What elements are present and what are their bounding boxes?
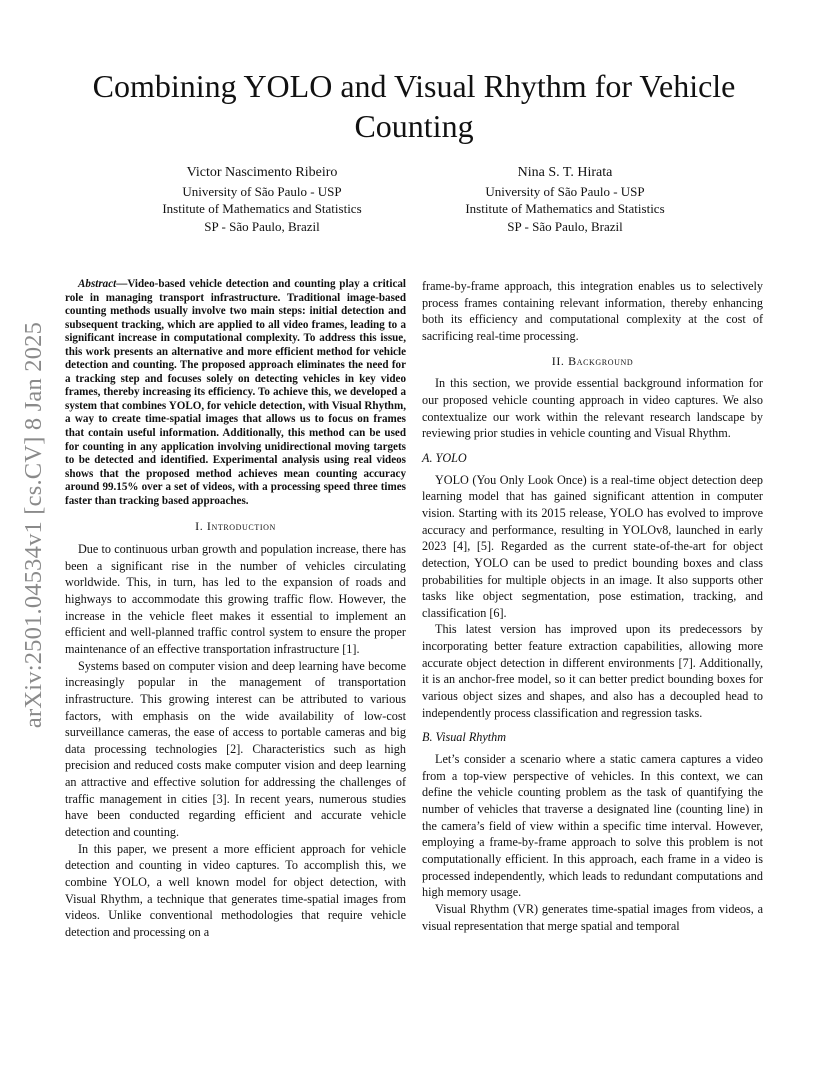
author-affiliation: Institute of Mathematics and Statistics (162, 201, 362, 216)
author-block (405, 164, 725, 235)
section-heading-background: II. Background (551, 353, 634, 368)
paragraph: YOLO (You Only Look Once) is a real-time object detection deep learning model that has gained significant attention in computer vision. Starting with its 2015 release, YOLO has evolved to improve accuracy and performance, resulting in YOLOv8, launched in early 2023 [4], [5]. Regarded as the current state-of-the-art for object detection, YOLO can be used to predict bounding boxes and class probabilities for multiple objects in an image. It also supports other tasks like object segmentation, pose estimation, tracking, and classification [6]. (422, 472, 763, 620)
abstract-text: —Video-based vehicle detection and counting play a critical role in managing transport infrastructure. Traditional image-based counting methods usually involve two main steps: initial detection and subsequent tracking, which are applied to all video frames, leading to a significant increase in computational complexity. To address this issue, this work presents an alternative and more efficient method for vehicle detection and counting. The proposed approach eliminates the need for a tracking step and focuses solely on detecting vehicles in key video frames, thereby increasing its efficiency. To achieve this, we developed a system that combines YOLO, for vehicle detection, with Visual Rhythm, a way to create time-spatial images that allows us to focus on frames that contain useful information. Additionally, this method can be used for counting in any application involving unidirectional moving targets to be detected and identified. Experimental analysis using real videos shows that the proposed method achieves mean counting accuracy around 99.15% over a set of videos, with a processing speed three times faster than tracking based approaches. (65, 278, 406, 507)
right-column (422, 278, 763, 934)
paper-title: Combining YOLO and Visual Rhythm for Vehicle Counting (92, 68, 736, 144)
author-location: SP - São Paulo, Brazil (507, 218, 623, 234)
subsection-heading-yolo: A. YOLO (422, 450, 467, 465)
author-affiliation: University of São Paulo - USP (182, 183, 342, 199)
author-affiliation: University of São Paulo - USP (485, 183, 645, 199)
paragraph: Systems based on computer vision and deep learning have become increasingly popular in the management of transportation infrastructure. This growing interest can be attributed to various factors, with emphasis on the wide availability of low-cost surveillance cameras, the ease of access to portable cameras and big data processing technologies [2]. Characteristics such as high precision and reduced costs make computer vision and deep learning an attractive and effective solution for addressing the challenges of traffic management in cities [3]. In recent years, numerous studies have been conducted regarding efficient and accurate vehicle detection and counting. (65, 658, 406, 840)
author-name: Victor Nascimento Ribeiro (186, 165, 338, 180)
author-affiliation: Institute of Mathematics and Statistics (465, 201, 665, 216)
paragraph: In this paper, we present a more efficient approach for vehicle detection and counting in video captures. To accomplish this, we combine YOLO, a well known model for object detection, with Visual Rhythm, a technique that generates time-spatial images from videos. Unlike conventional methodologies that require vehicle detection and processing on a (65, 841, 406, 940)
paragraph: Let’s consider a scenario where a static camera captures a video from a top-view perspective of vehicles. In this context, we can define the vehicle counting problem as the task of quantifying the number of vehicles that traverse a designated line (counting line) in the camera’s field of view within a specific time interval. However, employing a frame-by-frame approach to solve this problem is not computationally efficient. In this approach, each frame in a video is processed independently, which leads to redundant computations and high memory usage. (422, 752, 763, 900)
author-block (102, 164, 422, 235)
subsection-heading-visual-rhythm: B. Visual Rhythm (422, 730, 507, 745)
author-location: SP - São Paulo, Brazil (204, 218, 320, 234)
paragraph: frame-by-frame approach, this integration enables us to selectively process frames containing relevant information, thereby enhancing both its efficiency and computational complexity at the cost of sacrificing real-time processing. (422, 279, 763, 343)
section-heading-introduction: I. Introduction (195, 519, 276, 534)
abstract (65, 278, 406, 508)
abstract-label: Abstract (78, 278, 117, 290)
arxiv-identifier: arXiv:2501.04534v1 [cs.CV] 8 Jan 2025 (20, 321, 48, 729)
paragraph: Visual Rhythm (VR) generates time-spatial images from videos, a visual representation that merge spatial and temporal (422, 901, 763, 933)
paragraph: In this section, we provide essential background information for our proposed vehicle counting approach in video captures. We also contextualize our work within the relevant research landscape by reviewing prior studies in vehicle counting and Visual Rhythm. (422, 376, 763, 441)
author-name: Nina S. T. Hirata (517, 165, 613, 180)
paragraph: This latest version has improved upon its predecessors by incorporating better feature extraction capabilities, allowing more accurate object detection in different environments [7]. Additionally, it is an anchor-free model, so it can better predict bounding boxes for various object sizes and shapes, and also has a decoupled head to independently process classification and regression tasks. (422, 622, 763, 720)
left-column (65, 278, 406, 941)
paragraph: Due to continuous urban growth and population increase, there has been a significant rise in the number of vehicles circulating worldwide. This, in turn, has led to the expansion of roads and highways to accommodate this growing traffic flow. However, the increase in the vehicle fleet makes it essential to implement an efficient and well-planned traffic control system to ensure the proper maintenance of an effective transportation infrastructure [1]. (65, 541, 406, 656)
